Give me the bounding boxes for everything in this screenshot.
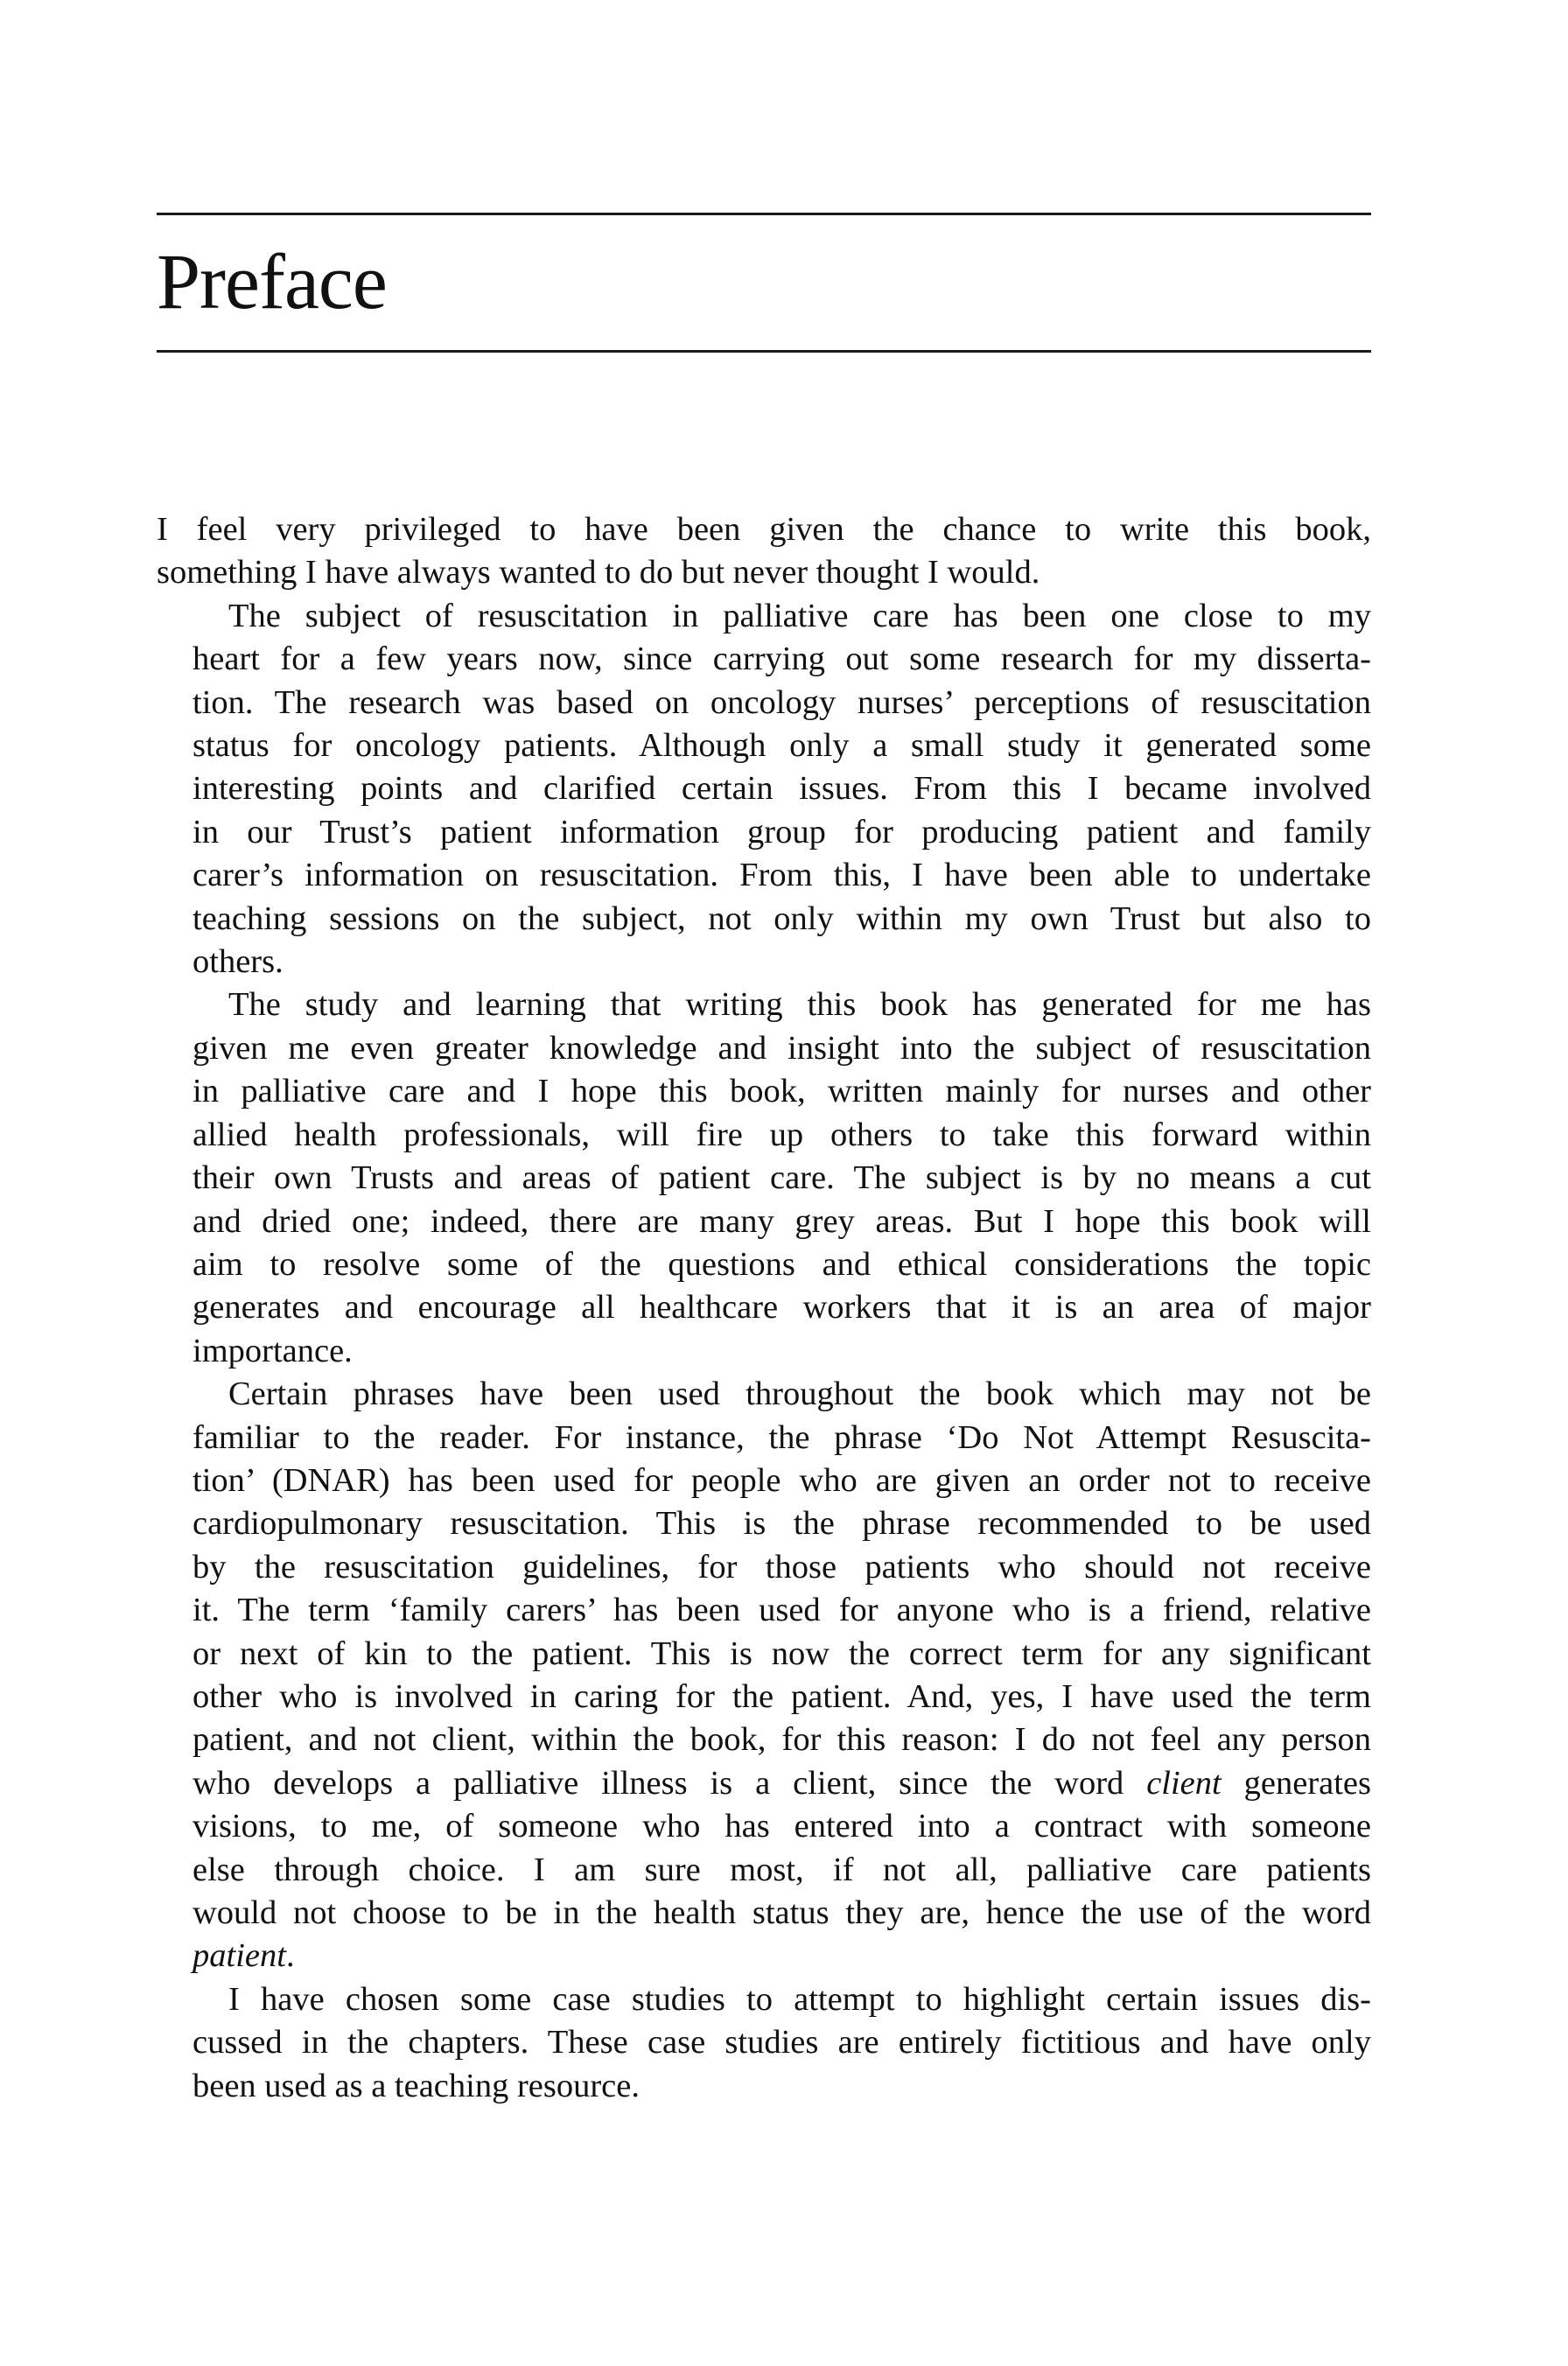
preface-body [157, 508, 1371, 2108]
page-title: Preface [157, 239, 387, 326]
text-line: status for oncology patients. Although only a small study it generated some [192, 727, 1371, 765]
text-line: other who is involved in caring for the patient. And, yes, I have used the term [192, 1677, 1371, 1715]
text-line-with-italic [157, 1762, 1371, 1805]
text-line: familiar to the reader. For instance, the phrase ‘Do Not Attempt Resuscita- [192, 1418, 1371, 1456]
paragraph-1 [157, 508, 1371, 595]
italic-word: patient [192, 1937, 286, 1975]
text-span: generates [1221, 1764, 1371, 1802]
text-line-italic-ending [157, 1935, 1371, 1978]
text-line: cussed in the chapters. These case studies are entirely fictitious and have only [192, 2024, 1371, 2062]
text-line: teaching sessions on the subject, not only within my own Trust but also to [192, 900, 1371, 937]
text-span: who develops a palliative illness is a client, since the word [192, 1764, 1147, 1802]
text-line: cardiopulmonary resuscitation. This is the phrase recommended to be used [192, 1505, 1371, 1543]
paragraph-3 [157, 984, 1371, 1373]
text-line: tion’ (DNAR) has been used for people who are given an order not to receive [192, 1461, 1371, 1499]
text-line: others. [192, 943, 284, 981]
text-span: . [285, 1937, 295, 1975]
text-line: I have chosen some case studies to attempt to highlight certain issues dis- [228, 1980, 1371, 2018]
text-line: in our Trust’s patient information group for producing patient and family [192, 813, 1371, 850]
text-line: importance. [192, 1332, 353, 1369]
paragraph-4 [157, 1373, 1371, 1978]
text-line: would not choose to be in the health status they are, hence the use of the word [192, 1894, 1371, 1931]
title-bottom-rule [157, 350, 1371, 353]
text-line: or next of kin to the patient. This is now the correct term for any significant [192, 1634, 1371, 1672]
text-line: it. The term ‘family carers’ has been used for anyone who is a friend, relative [192, 1592, 1371, 1629]
text-line: visions, to me, of someone who has entered into a contract with someone [192, 1808, 1371, 1845]
text-line: by the resuscitation guidelines, for those patients who should not receive [192, 1548, 1371, 1586]
paragraph-2 [157, 595, 1371, 984]
text-line: aim to resolve some of the questions and ethical considerations the topic [192, 1245, 1371, 1283]
text-line: tion. The research was based on oncology nurses’ perceptions of resuscitation [192, 683, 1371, 721]
text-line: been used as a teaching resource. [192, 2067, 640, 2104]
text-line: The subject of resuscitation in palliative care has been one close to my [228, 597, 1371, 634]
italic-word: client [1146, 1764, 1222, 1802]
text-line: generates and encourage all healthcare workers that it is an area of major [192, 1289, 1371, 1326]
text-line: patient, and not client, within the book, for this reason: I do not feel any person [192, 1721, 1371, 1759]
text-line: I feel very privileged to have been given the chance to write this book, [157, 511, 1371, 548]
text-line: something I have always wanted to do but never thought I would. [157, 554, 1040, 592]
text-line: and dried one; indeed, there are many grey areas. But I hope this book will [192, 1202, 1371, 1240]
text-line: Certain phrases have been used throughout the book which may not be [228, 1376, 1371, 1413]
text-line: carer’s information on resuscitation. From this, I have been able to undertake [192, 857, 1371, 894]
text-line: given me even greater knowledge and insight into the subject of resuscitation [192, 1029, 1371, 1067]
text-line: The study and learning that writing this book has generated for me has [228, 986, 1371, 1024]
title-top-rule [157, 213, 1371, 215]
text-line: allied health professionals, will fire up others to take this forward within [192, 1116, 1371, 1153]
text-line: interesting points and clarified certain issues. From this I became involved [192, 770, 1371, 808]
paragraph-5 [157, 1978, 1371, 2108]
text-line: heart for a few years now, since carrying out some research for my disserta- [192, 640, 1371, 678]
text-line: in palliative care and I hope this book, written mainly for nurses and other [192, 1073, 1371, 1110]
text-line: their own Trusts and areas of patient care. The subject is by no means a cut [192, 1159, 1371, 1197]
text-line: else through choice. I am sure most, if not all, palliative care patients [192, 1851, 1371, 1888]
